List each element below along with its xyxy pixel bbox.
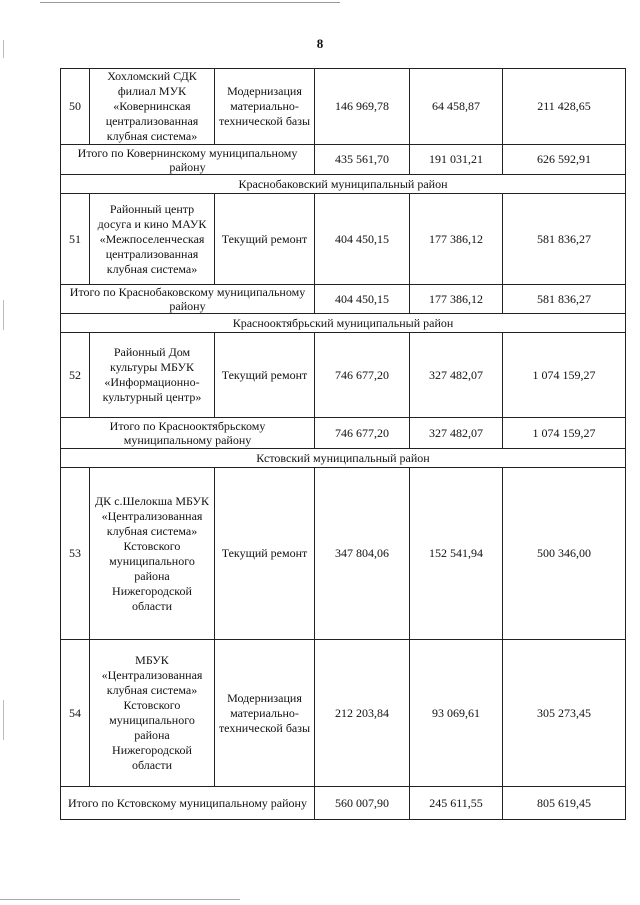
institution-name: Районный Дом культуры МБУК «Информационно-культурный центр» xyxy=(90,333,215,418)
work-type: Текущий ремонт xyxy=(215,194,315,285)
total-local: 191 031,21 xyxy=(410,145,503,175)
amount-total: 211 428,65 xyxy=(503,69,626,145)
amount-regional: 746 677,20 xyxy=(315,333,410,418)
row-number: 51 xyxy=(61,194,90,285)
total-local: 177 386,12 xyxy=(410,285,503,314)
table-row xyxy=(61,69,626,145)
total-row xyxy=(61,285,626,314)
region-heading: Краснооктябрьский муниципальный район xyxy=(61,314,626,333)
total-sum: 1 074 159,27 xyxy=(503,418,626,449)
institution-name: Хохломский СДК филиал МУК «Ковернинская централизованная клубная система» xyxy=(90,69,215,145)
total-sum: 626 592,91 xyxy=(503,145,626,175)
amount-local: 93 069,61 xyxy=(410,640,503,787)
total-local: 245 611,55 xyxy=(410,787,503,820)
total-row xyxy=(61,145,626,175)
work-type: Модернизация материально-технической базы xyxy=(215,69,315,145)
total-regional: 746 677,20 xyxy=(315,418,410,449)
amount-total: 305 273,45 xyxy=(503,640,626,787)
amount-regional: 347 804,06 xyxy=(315,468,410,640)
table-row xyxy=(61,333,626,418)
amount-local: 327 482,07 xyxy=(410,333,503,418)
total-label: Итого по Краснооктябрьскому муниципальному району xyxy=(61,418,315,449)
amount-regional: 212 203,84 xyxy=(315,640,410,787)
region-heading: Краснобаковский муниципальный район xyxy=(61,175,626,194)
amount-local: 177 386,12 xyxy=(410,194,503,285)
amount-total: 500 346,00 xyxy=(503,468,626,640)
table-row xyxy=(61,194,626,285)
table-row xyxy=(61,640,626,787)
total-sum: 805 619,45 xyxy=(503,787,626,820)
amount-regional: 404 450,15 xyxy=(315,194,410,285)
page-number: 8 xyxy=(316,36,324,51)
total-label: Итого по Ковернинскому муниципальному району xyxy=(61,145,315,175)
institution-name: Районный центр досуга и кино МАУК «Межпоселенческая централизованная клубная система» xyxy=(90,194,215,285)
scan-bottom-rule xyxy=(0,899,240,900)
total-local: 327 482,07 xyxy=(410,418,503,449)
row-number: 53 xyxy=(61,468,90,640)
total-sum: 581 836,27 xyxy=(503,285,626,314)
work-type: Текущий ремонт xyxy=(215,468,315,640)
region-row xyxy=(61,314,626,333)
total-regional: 435 561,70 xyxy=(315,145,410,175)
work-type: Модернизация материально-технической базы xyxy=(215,640,315,787)
scan-top-rule xyxy=(40,2,340,3)
amount-total: 581 836,27 xyxy=(503,194,626,285)
total-label: Итого по Кстовскому муниципальному району xyxy=(61,787,315,820)
region-heading: Кстовский муниципальный район xyxy=(61,449,626,468)
total-regional: 560 007,90 xyxy=(315,787,410,820)
total-row xyxy=(61,787,626,820)
work-type: Текущий ремонт xyxy=(215,333,315,418)
amount-local: 152 541,94 xyxy=(410,468,503,640)
institution-name: ДК с.Шелокша МБУК «Централизованная клубная система» Кстовского муниципального района Нижегородской области xyxy=(90,468,215,640)
table-row xyxy=(61,468,626,640)
scan-margin-mark xyxy=(3,700,4,740)
amount-local: 64 458,87 xyxy=(410,69,503,145)
row-number: 54 xyxy=(61,640,90,787)
row-number: 52 xyxy=(61,333,90,418)
scan-margin-mark xyxy=(3,300,4,330)
amount-regional: 146 969,78 xyxy=(315,69,410,145)
institution-name: МБУК «Централизованная клубная система» Кстовского муниципального района Нижегородской области xyxy=(90,640,215,787)
total-label: Итого по Краснобаковскому муниципальному району xyxy=(61,285,315,314)
total-row xyxy=(61,418,626,449)
funding-table xyxy=(60,68,626,820)
region-row xyxy=(61,449,626,468)
row-number: 50 xyxy=(61,69,90,145)
total-regional: 404 450,15 xyxy=(315,285,410,314)
amount-total: 1 074 159,27 xyxy=(503,333,626,418)
region-row xyxy=(61,175,626,194)
